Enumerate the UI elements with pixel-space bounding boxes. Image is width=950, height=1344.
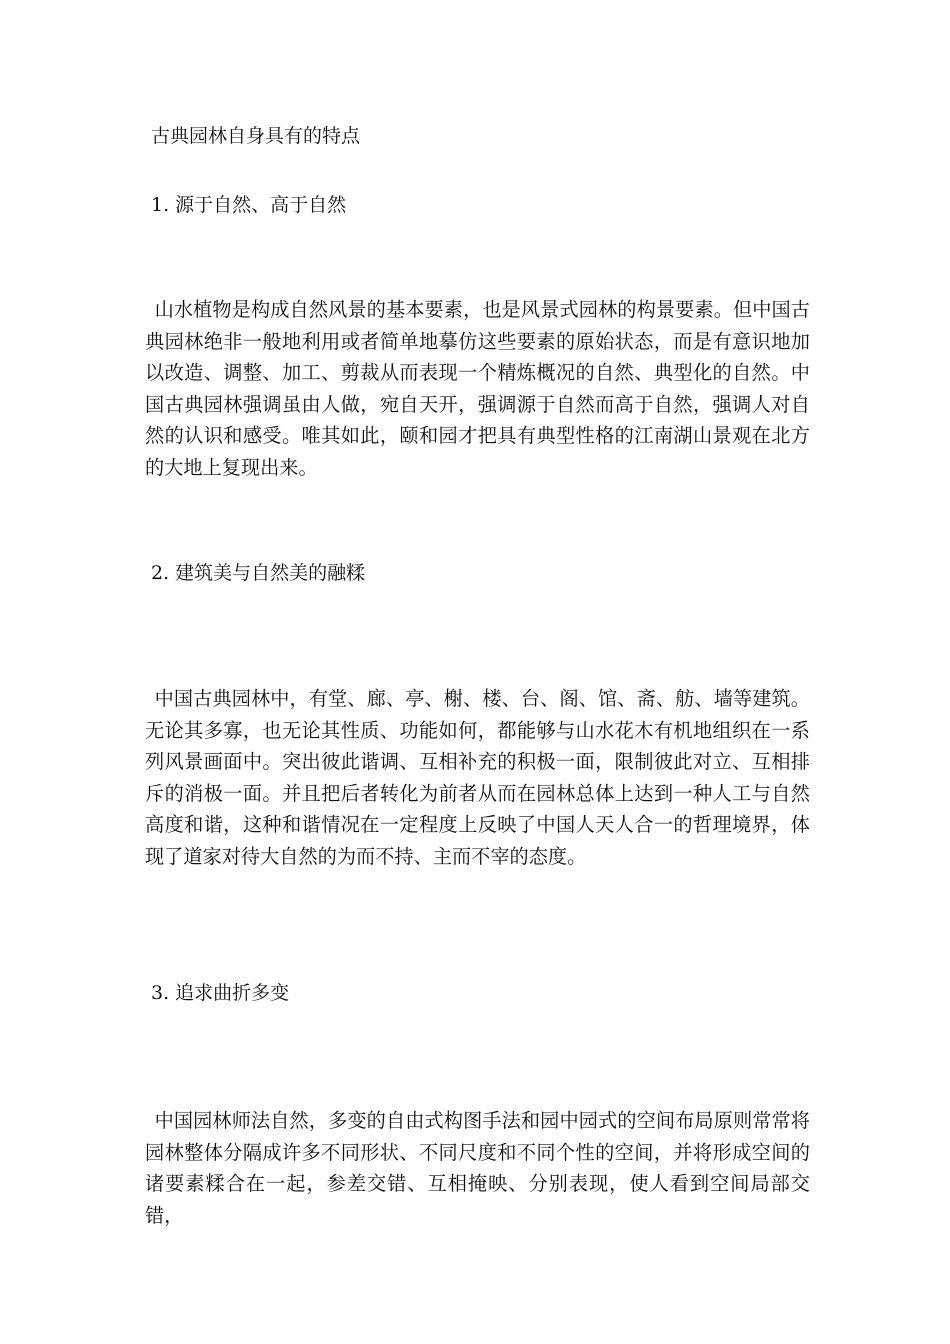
section-body-3: 中国园林师法自然，多变的自由式构图手法和园中园式的空间布局原则常常将园林整体分隔成许多不同形状、不同尺度和不同个性的空间，并将形成空间的诸要素糅合在一起，参差交错、互相掩映、分别表现，使人看到空间局部交错， [145,1109,810,1227]
section-heading-3: 3. 追求曲折多变 [151,982,290,1004]
section-body-2: 中国古典园林中，有堂、廊、亭、榭、楼、台、阁、馆、斋、舫、墙等建筑。无论其多寡，也无论其性质、功能如何，都能够与山水花木有机地组织在一系列风景画面中。突出彼此谐调、互相补充的积极一面，限制彼此对立、互相排斥的消极一面。并且把后者转化为前者从而在园林总体上达到一种人工与自然高度和谐，这种和谐情况在一定程度上反映了中国人天人合一的哲理境界，体现了道家对待大自然的为而不持、主而不宰的态度。 [145,687,810,868]
section-heading-2: 2. 建筑美与自然美的融糅 [151,562,366,584]
document-title: 古典园林自身具有的特点 [151,125,361,147]
section-body-1: 山水植物是构成自然风景的基本要素，也是风景式园林的构景要素。但中国古典园林绝非一般地利用或者简单地摹仿这些要素的原始状态，而是有意识地加以改造、调整、加工、剪裁从而表现一个精炼概况的自然、典型化的自然。中国古典园林强调虽由人做，宛自天开，强调源于自然而高于自然，强调人对自然的认识和感受。唯其如此，颐和园才把具有典型性格的江南湖山景观在北方的大地上复现出来。 [145,298,810,479]
section-heading-1: 1. 源于自然、高于自然 [151,194,347,216]
